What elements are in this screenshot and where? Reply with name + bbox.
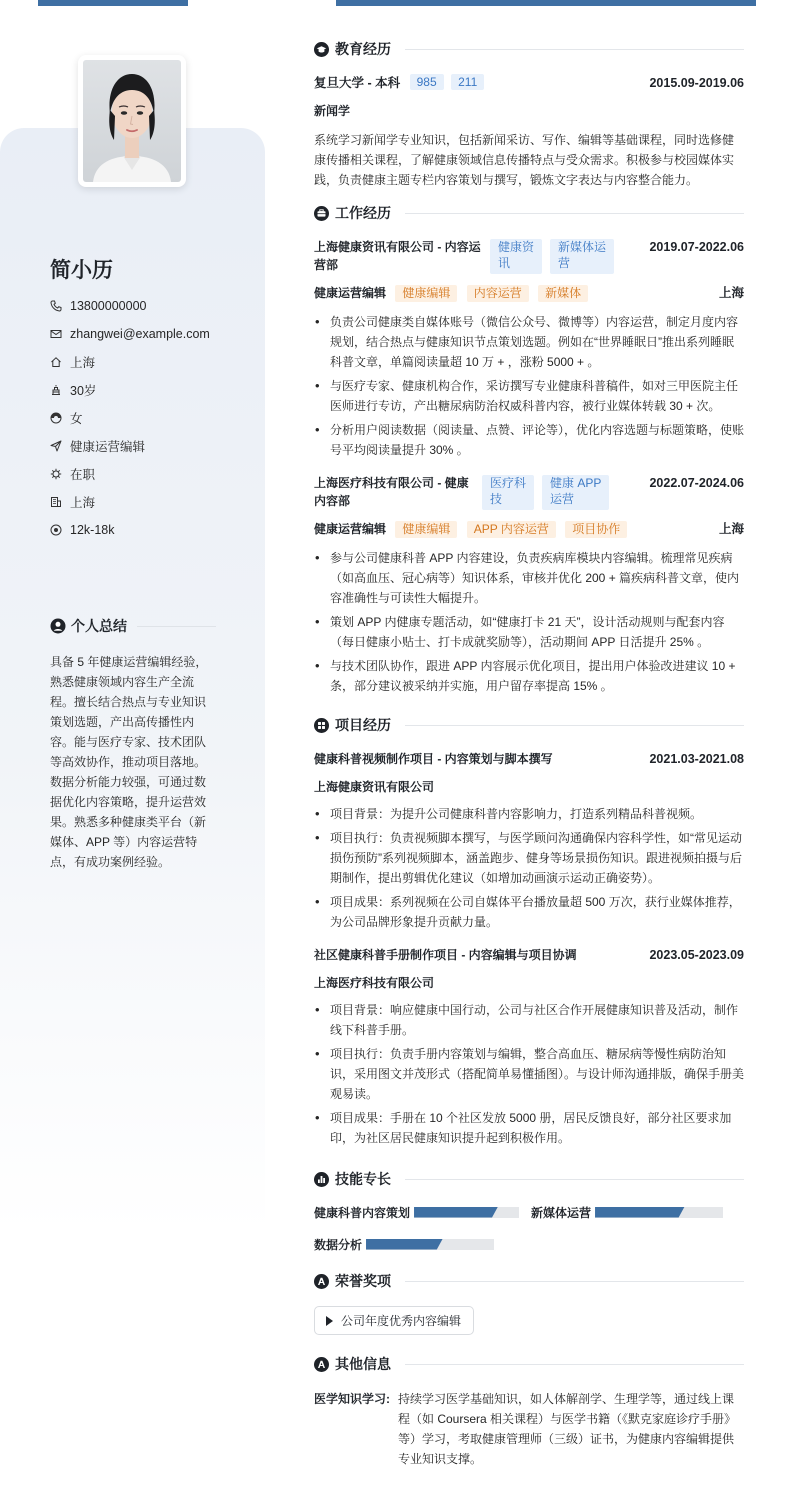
- other-entry: [314, 1389, 744, 1469]
- contact-text: 30岁: [70, 384, 97, 398]
- project-company: 上海健康资讯有限公司: [314, 780, 435, 794]
- age-icon: [50, 384, 62, 396]
- contact-text: 女: [70, 412, 83, 426]
- skill-item: [531, 1204, 723, 1220]
- job-role-line: [314, 284, 588, 302]
- top-accent-bar-right: [336, 0, 756, 6]
- skill-fill: [366, 1239, 443, 1250]
- summary-text: 具备 5 年健康运营编辑经验，熟悉健康领域内容生产全流程。擅长结合热点与专业知识策划选题，产出高传播性内容。能与医疗专家、技术团队等高效协作，推动项目落地。数据分析能力较强，可通过数据优化内容策略，提升运营效果。熟悉多种健康类平台（新媒体、APP 等）内容运营特点，有成功案例经验。: [50, 655, 208, 869]
- contact-status: [50, 460, 250, 488]
- other-label: 医学知识学习:: [314, 1392, 390, 1406]
- project-head: [314, 946, 744, 964]
- contact-text: 12k-18k: [70, 523, 115, 537]
- job-role: 健康运营编辑: [314, 522, 387, 536]
- job-date: 2019.07-2022.06: [649, 240, 744, 254]
- skills-title: 技能专长: [335, 1171, 391, 1187]
- job-head: [314, 474, 744, 510]
- education-entry-head: [314, 74, 744, 92]
- contact-work-city: [50, 488, 250, 516]
- list-item: • 负责公司健康类自媒体账号（微信公众号、微博等）内容运营，制定月度内容规划，结合热点与健康知识节点策划选题。例如在“世界睡眠日”推出系列睡眠科普文章，单篇阅读量超 10 万 + ，涨粉 5000 + 。: [314, 312, 744, 372]
- project-bullets: [314, 1000, 744, 1148]
- summary-divider: [137, 626, 216, 627]
- list-item: • 项目成果：系列视频在公司自媒体平台播放量超 500 万次，获行业媒体推荐，为公司品牌形象提升贡献力量。: [314, 892, 744, 932]
- job-company-block: [314, 474, 609, 510]
- job-company-line: 上海医疗科技有限公司 - 健康: [314, 476, 469, 490]
- contact-text: 上海: [70, 356, 96, 370]
- contact-text: 13800000000: [70, 299, 147, 313]
- salary-icon: [50, 524, 62, 536]
- industry-tag-line: 医疗科: [490, 476, 527, 490]
- role-tag: 新媒体: [538, 285, 588, 302]
- industry-tag-line: 营: [558, 256, 571, 270]
- job-role-row: [314, 284, 744, 302]
- school-line: [314, 74, 484, 92]
- industry-tag: [550, 239, 614, 274]
- school-name: 复旦大学 - 本科: [314, 76, 401, 90]
- home-icon: [50, 356, 62, 368]
- work-title: 工作经历: [335, 205, 391, 221]
- skill-item: [314, 1204, 519, 1220]
- job-bullets: [314, 548, 744, 696]
- role-tag: 项目协作: [565, 521, 627, 538]
- briefcase-icon: [314, 206, 329, 221]
- list-item: • 项目执行：负责手册内容策划与编辑，整合高血压、糖尿病等慢性病防治知识，采用图文并茂形式（搭配简单易懂插图）。与设计师沟通排版，确保手册美观易读。: [314, 1044, 744, 1104]
- skill-name: 新媒体运营: [531, 1205, 592, 1220]
- contact-text: 上海: [70, 496, 96, 510]
- awards-header: [314, 1270, 744, 1292]
- list-item: • 分析用户阅读数据（阅读量、点赞、评论等），优化内容选题与标题策略，使账号平均阅读量提升 30% 。: [314, 420, 744, 460]
- list-item: • 与技术团队协作，跟进 APP 内容展示优化项目，提出用户体验改进建议 10 + 条，部分建议被采纳并实施，用户留存率提高 15% 。: [314, 656, 744, 696]
- skill-fill: [595, 1207, 685, 1218]
- summary-title: 个人总结: [71, 618, 127, 634]
- role-tag: 健康编辑: [395, 521, 457, 538]
- education-header: [314, 38, 744, 60]
- job-bullets: [314, 312, 744, 460]
- graduation-cap-icon: [314, 42, 329, 57]
- job-company-block: [314, 238, 614, 274]
- contact-text: zhangwei@example.com: [70, 327, 210, 341]
- mail-icon: [50, 328, 62, 340]
- list-item: • 与医疗专家、健康机构合作，采访撰写专业健康科普稿件，如对三甲医院主任医师进行专访，产出糖尿病防治权威科普内容，被行业媒体转载 30 + 次。: [314, 376, 744, 416]
- job-head: [314, 238, 744, 274]
- project-date: 2021.03-2021.08: [649, 752, 744, 766]
- education-divider: [405, 49, 744, 50]
- projects-title: 项目经历: [335, 717, 391, 733]
- skill-item: [314, 1236, 494, 1252]
- list-item: • 项目成果：手册在 10 个社区发放 5000 册，居民反馈良好，部分社区要求加印，为社区居民健康知识提升起到积极作用。: [314, 1108, 744, 1148]
- education-title: 教育经历: [335, 41, 391, 57]
- other-divider: [405, 1364, 744, 1365]
- job-role-row: [314, 520, 744, 538]
- industry-tag: [482, 475, 534, 510]
- industry-tag-line: 健康资: [498, 240, 535, 254]
- industry-tag: [542, 475, 609, 510]
- list-item: • 项目背景：响应健康中国行动，公司与社区合作开展健康知识普及活动，制作线下科普手册。: [314, 1000, 744, 1040]
- user-circle-icon: [50, 618, 66, 634]
- skill-track: [595, 1207, 723, 1218]
- contact-gender: [50, 404, 250, 432]
- candidate-name: 简小历: [50, 259, 113, 282]
- job-company-line: 营部: [314, 258, 339, 272]
- play-icon: [326, 1316, 333, 1326]
- skills-header: [314, 1168, 744, 1190]
- other-header: [314, 1353, 744, 1375]
- awards-title: 荣誉奖项: [335, 1273, 391, 1289]
- summary-header: [50, 616, 216, 636]
- industry-tag-line: 运营: [550, 492, 575, 506]
- contact-city: [50, 348, 250, 376]
- job-location: 上海: [718, 522, 744, 536]
- awards-list: [314, 1306, 744, 1335]
- phone-icon: [50, 300, 62, 312]
- project-name: 社区健康科普手册制作项目 - 内容编辑与项目协调: [314, 948, 577, 962]
- industry-tag-line: 技: [490, 492, 503, 506]
- list-item: • 策划 APP 内健康专题活动，如“健康打卡 21 天”，设计活动规则与配套内容（每日健康小贴士、打卡成就奖励等），活动期间 APP 日活提升 25% 。: [314, 612, 744, 652]
- building-icon: [50, 496, 62, 508]
- main-content: [314, 38, 744, 1469]
- education-description: 系统学习新闻学专业知识，包括新闻采访、写作、编辑等基础课程，同时选修健康传播相关课程，了解健康领域信息传播特点与受众需求。积极参与校园媒体实践，负责健康主题专栏内容策划与撰写，锻炼文字表达与内容整合能力。: [314, 133, 735, 187]
- bar-chart-icon: [314, 1172, 329, 1187]
- industry-tag-line: 讯: [498, 256, 511, 270]
- education-major: 新闻学: [314, 104, 351, 118]
- job-date: 2022.07-2024.06: [649, 476, 744, 490]
- industry-tag-line: 新媒体运: [558, 240, 607, 254]
- skill-name: 健康科普内容策划: [314, 1205, 411, 1220]
- grid-icon: [314, 718, 329, 733]
- school-tag-985: 985: [410, 74, 444, 90]
- job-role: 健康运营编辑: [314, 286, 387, 300]
- contact-list: [50, 292, 250, 544]
- award-item[interactable]: [314, 1306, 474, 1335]
- award-label: 公司年度优秀内容编辑: [341, 1314, 462, 1328]
- contact-text: 在职: [70, 468, 96, 482]
- role-tag: APP 内容运营: [467, 521, 556, 538]
- project-date: 2023.05-2023.09: [649, 948, 744, 962]
- info-icon: [314, 1357, 329, 1372]
- project-name: 健康科普视频制作项目 - 内容策划与脚本撰写: [314, 752, 553, 766]
- other-title: 其他信息: [335, 1356, 391, 1372]
- list-item: • 参与公司健康科普 APP 内容建设，负责疾病库模块内容编辑。梳理常见疾病（如高血压、冠心病等）知识体系，审核并优化 200 + 篇疾病科普文章，使内容准确性与可读性大幅提升。: [314, 548, 744, 608]
- avatar: [78, 55, 186, 187]
- school-tag-211: 211: [451, 74, 484, 90]
- avatar-photo: [83, 60, 181, 182]
- work-divider: [405, 213, 744, 214]
- contact-salary: [50, 516, 250, 544]
- project-bullets: [314, 804, 744, 932]
- work-header: [314, 202, 744, 224]
- projects-header: [314, 714, 744, 736]
- job-company-line: 内容部: [314, 494, 351, 508]
- projects-divider: [405, 725, 744, 726]
- skill-fill: [414, 1207, 498, 1218]
- job-company: [314, 474, 478, 510]
- project-company: 上海医疗科技有限公司: [314, 976, 435, 990]
- contact-email: [50, 320, 250, 348]
- skill-name: 数据分析: [314, 1237, 363, 1252]
- award-icon: [314, 1274, 329, 1289]
- job-role-line: [314, 520, 627, 538]
- top-accent-bar-left: [38, 0, 188, 6]
- skills-divider: [405, 1179, 744, 1180]
- status-icon: [50, 468, 62, 480]
- gender-icon: [50, 412, 62, 424]
- education-date: 2015.09-2019.06: [649, 76, 744, 90]
- job-company: [314, 238, 486, 274]
- skill-track: [366, 1239, 494, 1250]
- role-tag: 健康编辑: [395, 285, 457, 302]
- contact-position: [50, 432, 250, 460]
- contact-phone: [50, 292, 250, 320]
- contact-age: [50, 376, 250, 404]
- job-company-line: 上海健康资讯有限公司 - 内容运: [314, 240, 481, 254]
- list-item: • 项目背景：为提升公司健康科普内容影响力，打造系列精品科普视频。: [314, 804, 744, 824]
- send-icon: [50, 440, 62, 452]
- contact-text: 健康运营编辑: [70, 440, 146, 454]
- industry-tag: [490, 239, 542, 274]
- skills-grid: [314, 1204, 744, 1268]
- project-head: [314, 750, 744, 768]
- job-location: 上海: [718, 286, 744, 300]
- other-text: 持续学习医学基础知识，如人体解剖学、生理学等，通过线上课程（如 Coursera 相关课程）与医学书籍（《默克家庭诊疗手册》等）学习，考取健康管理师（三级）证书，为健康内容编辑提供专业知识支撑。: [398, 1392, 737, 1466]
- list-item: • 项目执行：负责视频脚本撰写，与医学顾问沟通确保内容科学性，如“常见运动损伤预防”系列视频脚本，涵盖跑步、健身等场景损伤知识。跟进视频拍摄与后期制作，提出剪辑优化建议（如增加动画演示运动正确姿势）。: [314, 828, 744, 888]
- skill-track: [414, 1207, 519, 1218]
- industry-tag-line: 健康 APP: [550, 476, 602, 490]
- awards-divider: [405, 1281, 744, 1282]
- role-tag: 内容运营: [467, 285, 529, 302]
